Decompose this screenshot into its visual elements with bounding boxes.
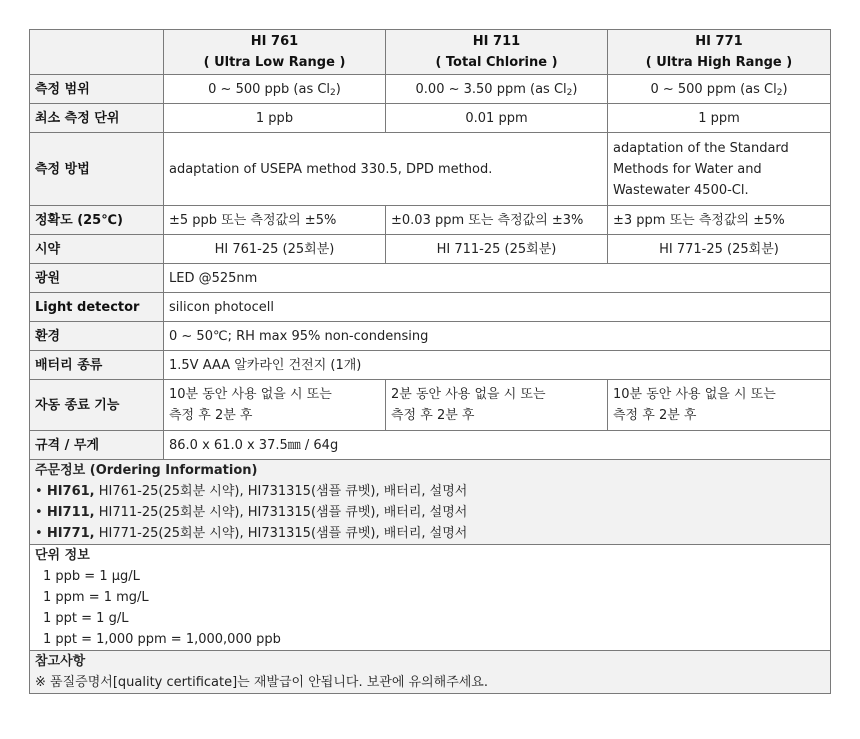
light-detector-value: silicon photocell xyxy=(164,293,831,322)
resolution-hi711: 0.01 ppm xyxy=(386,104,608,133)
light-source-value: LED @525nm xyxy=(164,264,831,293)
ordering-info xyxy=(30,460,831,545)
row-label: Light detector xyxy=(30,293,164,322)
row-range xyxy=(30,75,831,104)
accuracy-hi761: ±5 ppb 또는 측정값의 ±5% xyxy=(164,206,386,235)
header-corner-cell xyxy=(30,30,164,75)
row-ordering xyxy=(30,460,831,545)
unit-line: 1 ppt = 1 g/L xyxy=(43,611,129,626)
reagent-hi761: HI 761-25 (25회분) xyxy=(164,235,386,264)
row-label: 시약 xyxy=(30,235,164,264)
spec-table xyxy=(29,29,831,694)
row-battery xyxy=(30,351,831,380)
notes xyxy=(30,651,831,694)
row-auto-off xyxy=(30,380,831,431)
resolution-hi761: 1 ppb xyxy=(164,104,386,133)
row-label: 배터리 종류 xyxy=(30,351,164,380)
unit-line: 1 ppb = 1 μg/L xyxy=(43,569,140,584)
method-hi771: adaptation of the Standard Methods for Water and Wastewater 4500-Cl. xyxy=(608,133,831,206)
header-hi711 xyxy=(386,30,608,75)
range-hi711: 0.00 ~ 3.50 ppm (as $Cl_2$) xyxy=(386,75,608,104)
row-label: 환경 xyxy=(30,322,164,351)
range-hi771: 0 ~ 500 ppm (as $Cl_2$) xyxy=(608,75,831,104)
ordering-item: • HI711, HI711-25(25회분 시약), HI731315(샘플 큐벳), 배터리, 설명서 xyxy=(35,505,468,520)
ordering-item: • HI771, HI771-25(25회분 시약), HI731315(샘플 큐벳), 배터리, 설명서 xyxy=(35,526,468,541)
model-name: HI 711 xyxy=(472,34,521,49)
resolution-hi771: 1 ppm xyxy=(608,104,831,133)
ordering-item: • HI761, HI761-25(25회분 시약), HI731315(샘플 큐벳), 배터리, 설명서 xyxy=(35,484,468,499)
row-label: 광원 xyxy=(30,264,164,293)
model-range: ( Ultra Low Range ) xyxy=(203,55,346,70)
row-label: 최소 측정 단위 xyxy=(30,104,164,133)
dimensions-value: 86.0 x 61.0 x 37.5㎜ / 64g xyxy=(164,431,831,460)
auto-off-hi771: 10분 동안 사용 없을 시 또는 측정 후 2분 후 xyxy=(608,380,831,431)
model-name: HI 761 xyxy=(250,34,299,49)
row-label: 자동 종료 기능 xyxy=(30,380,164,431)
unit-line: 1 ppm = 1 mg/L xyxy=(43,590,149,605)
model-range: ( Total Chlorine ) xyxy=(435,55,558,70)
header-hi771 xyxy=(608,30,831,75)
unit-info xyxy=(30,545,831,651)
reagent-hi711: HI 711-25 (25회분) xyxy=(386,235,608,264)
row-method xyxy=(30,133,831,206)
accuracy-hi711: ±0.03 ppm 또는 측정값의 ±3% xyxy=(386,206,608,235)
row-reagent xyxy=(30,235,831,264)
row-resolution xyxy=(30,104,831,133)
row-environment xyxy=(30,322,831,351)
row-light-detector xyxy=(30,293,831,322)
notes-title: 참고사항 xyxy=(35,654,86,669)
units-title: 단위 정보 xyxy=(35,548,90,563)
row-label: 규격 / 무게 xyxy=(30,431,164,460)
auto-off-hi711: 2분 동안 사용 없을 시 또는 측정 후 2분 후 xyxy=(386,380,608,431)
header-row xyxy=(30,30,831,75)
row-label: 정확도 (25℃) xyxy=(30,206,164,235)
header-hi761 xyxy=(164,30,386,75)
row-accuracy xyxy=(30,206,831,235)
row-label: 측정 방법 xyxy=(30,133,164,206)
model-range: ( Ultra High Range ) xyxy=(645,55,793,70)
notes-text: ※ 품질증명서[quality certificate]는 재발급이 안됩니다. 보관에 유의해주세요. xyxy=(35,675,488,690)
ordering-title: 주문정보 (Ordering Information) xyxy=(35,463,258,478)
reagent-hi771: HI 771-25 (25회분) xyxy=(608,235,831,264)
model-name: HI 771 xyxy=(695,34,743,49)
row-dimensions xyxy=(30,431,831,460)
accuracy-hi771: ±3 ppm 또는 측정값의 ±5% xyxy=(608,206,831,235)
range-hi761: 0 ~ 500 ppb (as $Cl_2$) xyxy=(164,75,386,104)
environment-value: 0 ~ 50℃; RH max 95% non-condensing xyxy=(164,322,831,351)
method-shared: adaptation of USEPA method 330.5, DPD method. xyxy=(164,133,608,206)
row-light-source xyxy=(30,264,831,293)
row-units xyxy=(30,545,831,651)
battery-value: 1.5V AAA 알카라인 건전지 (1개) xyxy=(164,351,831,380)
auto-off-hi761: 10분 동안 사용 없을 시 또는 측정 후 2분 후 xyxy=(164,380,386,431)
unit-line: 1 ppt = 1,000 ppm = 1,000,000 ppb xyxy=(43,632,281,647)
row-notes xyxy=(30,651,831,694)
row-label: 측정 범위 xyxy=(30,75,164,104)
